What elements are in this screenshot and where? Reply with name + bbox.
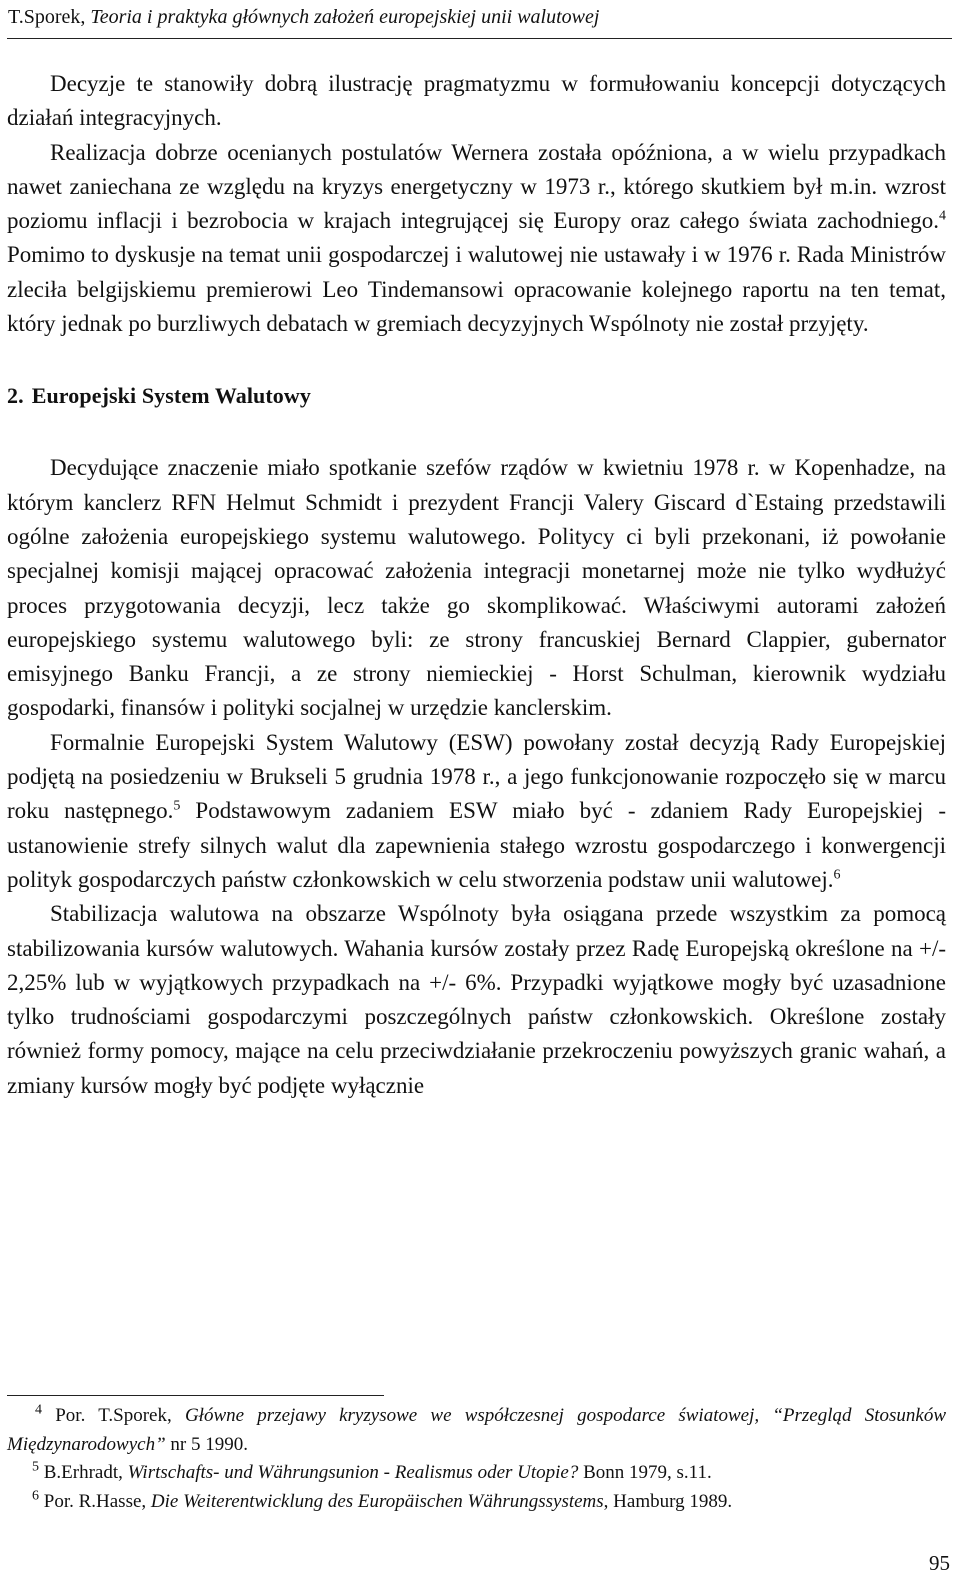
paragraph-4-text-a: Formalnie Europejski System Walutowy (ESW) powołany został decyzją Rady Europejskiej podjętą na posiedzeniu w Brukseli 5 grudnia 1978 r., a jego funkcjonowanie rozpoczęło się w marcu roku następnego. [7,729,946,824]
running-header [8,4,952,30]
spacer [7,413,946,451]
footnote-text-end: , Hamburg 1989. [603,1490,733,1512]
footnote-italic: Wirtschafts- und Währungsunion - Realismus oder Utopie? [127,1462,579,1483]
section-number: 2. [7,383,24,409]
header-divider [7,38,952,39]
footnote-text: B.Erhradt, [39,1462,128,1483]
footnote-text-end: Bonn 1979, s.11. [578,1462,712,1483]
section-heading [7,379,946,413]
paragraph-2-text-b: Pomimo to dyskusje na temat unii gospodarczej i walutowej nie ustawały i w 1976 r. Rada Ministrów zleciła belgijskiemu premierowi Leo Tindemansowi opracowanie kolejnego raportu na ten temat, który jednak po burzliwych debatach w gremiach decyzyjnych Wspólnoty nie został przyjęty. [7,242,946,337]
paragraph-1: Decyzje te stanowiły dobrą ilustrację pragmatyzmu w formułowaniu koncepcji dotyczących działań integracyjnych. [7,71,946,131]
paragraph-2 [7,136,946,342]
footnote-ref-4: 4 [939,208,946,224]
footnote-divider [7,1395,384,1396]
paragraph-4 [7,726,946,897]
page-number: 95 [929,1551,950,1575]
paragraph-4-text-b: Podstawowym zadaniem ESW miało być - zdaniem Rady Europejskiej - ustanowienie strefy silnych walut dla zapewnienia stałego wzrostu gospodarczego i konwergencji polityk gospodarczych państw członkowskich w celu stworzenia podstaw unii walutowej. [7,798,946,892]
paragraph-3: Decydujące znaczenie miało spotkanie szefów rządów w kwietniu 1978 r. w Kopenhadze, na którym kanclerz RFN Helmut Schmidt i prezydent Francji Valery Giscard d`Estaing przedstawili ogólne założenia europejskiego systemu walutowego. Politycy ci byli przekonani, iż powołanie specjalnej komisji mającej opracować założenia integracji monetarnej może nie tylko wydłużyć proces przygotowania decyzji, lecz także go skomplikować. Właściwymi autorami założeń europejskiego systemu walutowego byli: ze strony francuskiej Bernard Clappier, gubernator emisyjnego Banku Francji, a ze strony niemieckiej - Horst Schulman, kierownik wydziału gospodarki, finansów i polityki socjalnej w urzędzie kanclerskim. [7,455,946,721]
footnote-italic: Die Weiterentwicklung des Europäischen Währungssystems [150,1490,604,1512]
footnote-number: 4 [35,1402,42,1418]
paragraph-2-text-a: Realizacja dobrze ocenianych postulatów Wernera została opóźniona, a w wielu przypadkach nawet zaniechana ze względu na kryzys energetyczny w 1973 r., którego skutkiem był m.in. wzrost poziomu inflacji i bezrobocia w krajach integrującej się Europy oraz całego świata zachodniego. [7,139,946,234]
main-text [7,67,946,1103]
footnote-text-end: nr 5 1990. [165,1433,248,1455]
footnote-5 [7,1459,946,1488]
footnote-number: 5 [32,1459,39,1475]
footnote-4 [7,1402,946,1459]
paragraph-5: Stabilizacja walutowa na obszarze Wspólnoty była osiągana przede wszystkim za pomocą stabilizowania kursów walutowych. Wahania kursów zostały przez Radę Europejską określone na +/- 2,25% lub w wyjątkowych przypadkach na +/- 6%. Przypadki wyjątkowe mogły być uzasadnione tylko trudnościami gospodarczymi poszczególnych państw członkowskich. Określone zostały również formy pomocy, mające na celu przeciwdziałanie przekroczeniu powyższych granic wahań, a zmiany kursów mogły być podjęte wyłącznie [7,901,946,1098]
footnote-text: Por. T.Sporek, [42,1405,185,1426]
header-author: T.Sporek, [8,6,91,28]
footnote-number: 6 [32,1488,39,1504]
spacer [7,341,946,379]
footnote-ref-5: 5 [173,798,181,814]
footnotes [7,1402,946,1516]
footnote-6 [7,1488,946,1517]
footnote-italic: Główne przejawy kryzysowe we współczesnej gospodarce światowej, “Przegląd Stosunków Międzynarodowych” [7,1405,947,1455]
footnote-ref-6: 6 [833,867,841,883]
footnote-text: Por. R.Hasse, [39,1490,151,1512]
section-title: Europejski System Walutowy [31,383,311,409]
header-title: Teoria i praktyka głównych założeń europejskiej unii walutowej [90,6,600,28]
